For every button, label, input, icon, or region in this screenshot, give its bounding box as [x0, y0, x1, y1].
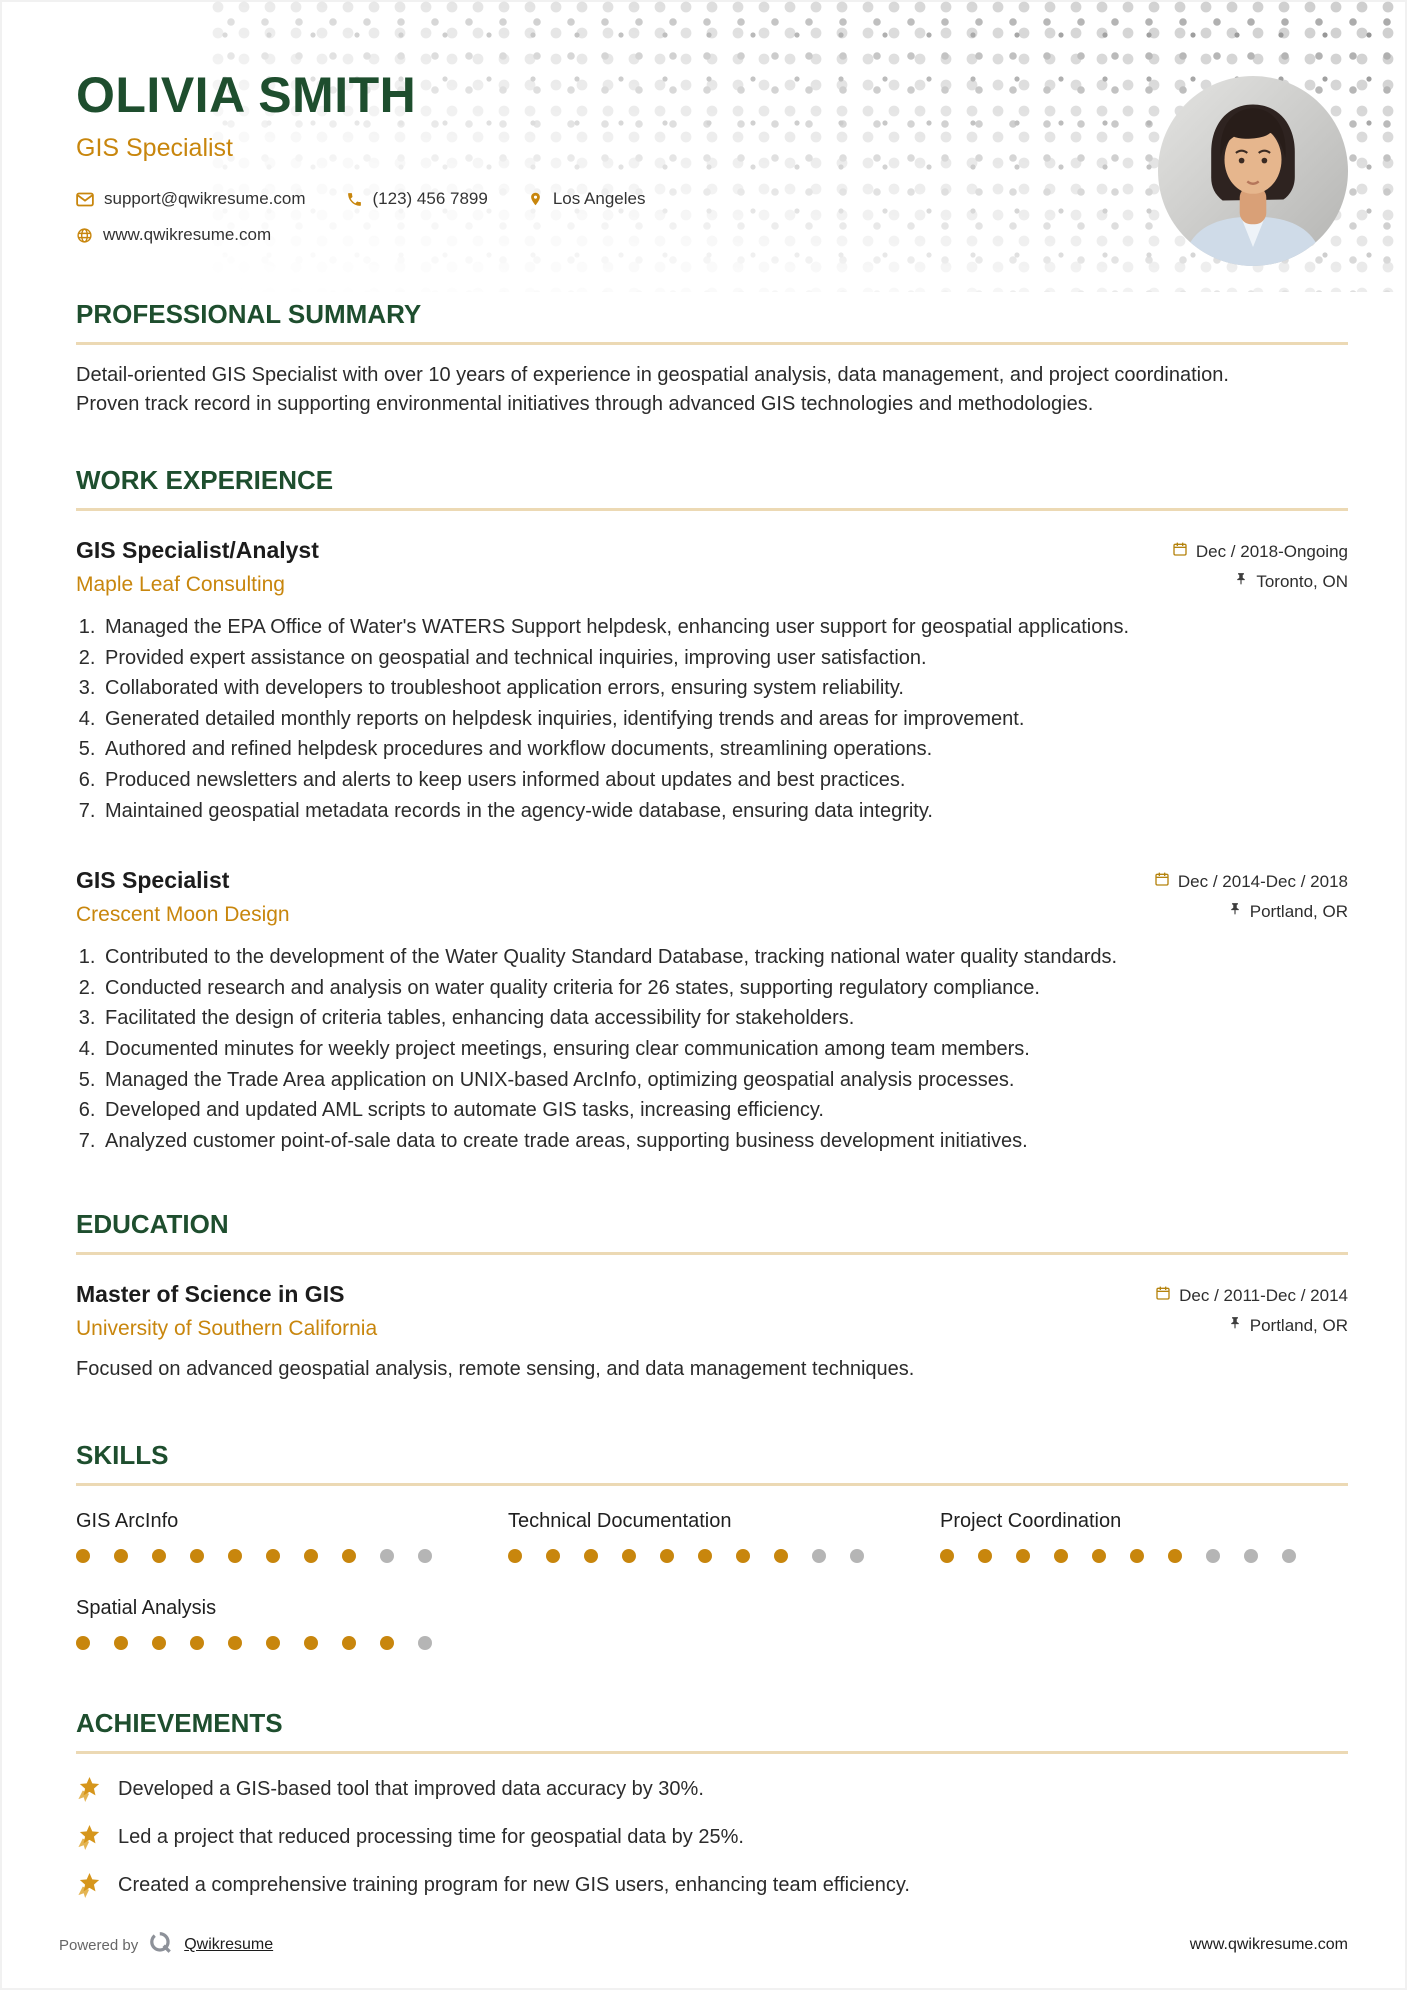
- skill-dot: [76, 1549, 90, 1563]
- education-meta: [1155, 1281, 1348, 1336]
- award-star-icon: [76, 1776, 103, 1803]
- bullet-item: 4. Generated detailed monthly reports on helpdesk inquiries, identifying trends and areas for improvement.: [101, 705, 1348, 734]
- skill-name: GIS ArcInfo: [76, 1510, 179, 1533]
- contact-email-text: support@qwikresume.com: [104, 189, 306, 208]
- education-title-block: [76, 1281, 377, 1341]
- achievement-text: Led a project that reduced processing time for geospatial data by 25%.: [118, 1826, 744, 1849]
- skill-dot: [266, 1549, 280, 1563]
- skill-dot: [774, 1549, 788, 1563]
- skill-dot: [622, 1549, 636, 1563]
- skill-dot: [1092, 1549, 1106, 1563]
- bullet-item: 7. Analyzed customer point-of-sale data to create trade areas, supporting business development initiatives.: [101, 1127, 1348, 1156]
- bullet-item: 3. Collaborated with developers to troubleshoot application errors, ensuring system reliability.: [101, 674, 1348, 703]
- skill-dot: [940, 1549, 954, 1563]
- job-location-text: Toronto, ON: [1256, 571, 1348, 591]
- skill-rating: [940, 1549, 1348, 1563]
- achievement-text: Created a comprehensive training program for new GIS users, enhancing team efficiency.: [118, 1874, 910, 1897]
- skill-dot: [1244, 1549, 1258, 1563]
- education-dates-text: Dec / 2011-Dec / 2014: [1179, 1285, 1348, 1305]
- section-achievements: [76, 1708, 1348, 1899]
- skill-dot: [812, 1549, 826, 1563]
- skill-dot: [1168, 1549, 1182, 1563]
- achievements-heading: ACHIEVEMENTS: [76, 1708, 1348, 1754]
- job-header: [76, 537, 1348, 597]
- summary-heading: PROFESSIONAL SUMMARY: [76, 299, 1348, 345]
- qwikresume-link[interactable]: Qwikresume: [184, 1936, 274, 1953]
- job-title: GIS Specialist/Analyst: [76, 537, 319, 563]
- skill-dot: [508, 1549, 522, 1563]
- education-dates: [1155, 1285, 1348, 1306]
- skill-dot: [380, 1549, 394, 1563]
- skill-dot: [736, 1549, 750, 1563]
- skill-dot: [114, 1549, 128, 1563]
- job-bullets: [76, 943, 1348, 1155]
- email-icon: [76, 192, 94, 207]
- job-location: [1234, 571, 1348, 592]
- skill-dot: [1130, 1549, 1144, 1563]
- bullet-item: 5. Managed the Trade Area application on UNIX-based ArcInfo, optimizing geospatial analysis processes.: [101, 1066, 1348, 1095]
- bullet-item: 1. Managed the EPA Office of Water's WATERS Support helpdesk, enhancing user support for geospatial applications.: [101, 613, 1348, 642]
- skill-dot: [152, 1549, 166, 1563]
- skill-rating: [508, 1549, 916, 1563]
- section-work-experience: [76, 465, 1348, 1155]
- globe-icon: [76, 227, 93, 244]
- section-skills: [76, 1440, 1348, 1650]
- education-location-text: Portland, OR: [1249, 1315, 1348, 1335]
- skill-dot: [228, 1549, 242, 1563]
- achievement-text: Developed a GIS-based tool that improved data accuracy by 30%.: [118, 1778, 704, 1801]
- person-name: OLIVIA SMITH: [76, 67, 417, 123]
- skill-dot: [304, 1636, 318, 1650]
- bullet-item: 1. Contributed to the development of the Water Quality Standard Database, tracking national water quality standards.: [101, 943, 1348, 972]
- education-heading: EDUCATION: [76, 1209, 1348, 1255]
- job-entry: [76, 867, 1348, 1155]
- education-entry: [76, 1281, 1348, 1384]
- education-header: [76, 1281, 1348, 1341]
- skill-name: Spatial Analysis: [76, 1597, 217, 1620]
- skill-item: [940, 1510, 1348, 1563]
- summary-text: Detail-oriented GIS Specialist with over 10 years of experience in geospatial analysis, data management, and project coordination. Proven track record in supporting environmental initiatives through advanced GIS technologies and methodologies.: [76, 364, 1229, 415]
- job-company: Crescent Moon Design: [76, 903, 290, 927]
- bullet-item: 5. Authored and refined helpdesk procedures and workflow documents, streamlining operations.: [101, 735, 1348, 764]
- powered-by: [59, 1930, 273, 1960]
- job-title: GIS Specialist: [76, 867, 230, 894]
- skill-dot: [978, 1549, 992, 1563]
- job-bullets: [76, 613, 1348, 825]
- skill-dot: [1054, 1549, 1068, 1563]
- skill-dot: [190, 1636, 204, 1650]
- skill-dot: [546, 1549, 560, 1563]
- skill-dot: [698, 1549, 712, 1563]
- skill-rating: [76, 1636, 484, 1650]
- footer-website-link[interactable]: www.qwikresume.com: [1189, 1936, 1348, 1953]
- skill-dot: [850, 1549, 864, 1563]
- contact-website-text: www.qwikresume.com: [103, 225, 272, 244]
- skill-dot: [584, 1549, 598, 1563]
- bullet-item: 7. Maintained geospatial metadata records in the agency-wide database, ensuring data integrity.: [101, 797, 1348, 826]
- profile-photo: [1158, 76, 1348, 266]
- skill-dot: [380, 1636, 394, 1650]
- job-title-block: [76, 537, 319, 597]
- degree: Master of Science in GIS: [76, 1281, 345, 1308]
- contact-location-text: Los Angeles: [552, 189, 646, 208]
- skill-name: Project Coordination: [940, 1510, 1122, 1533]
- job-dates-text: Dec / 2018-Ongoing: [1195, 541, 1348, 561]
- experience-heading: WORK EXPERIENCE: [76, 465, 1348, 511]
- contact-website[interactable]: [76, 225, 271, 245]
- skills-grid: [76, 1510, 1348, 1650]
- job-location-text: Portland, OR: [1249, 901, 1348, 921]
- bullet-item: 2. Provided expert assistance on geospatial and technical inquiries, improving user satisfaction.: [101, 644, 1348, 673]
- job-dates: [1154, 871, 1348, 892]
- section-education: [76, 1209, 1348, 1384]
- powered-by-text: Powered by: [59, 1936, 139, 1954]
- achievement-item: [76, 1776, 1348, 1803]
- job-meta: [1154, 867, 1348, 922]
- education-location: [1228, 1315, 1348, 1336]
- contact-phone-text: (123) 456 7899: [372, 189, 488, 208]
- contact-location: [528, 189, 646, 209]
- pushpin-icon: [1228, 1315, 1242, 1336]
- skill-dot: [1016, 1549, 1030, 1563]
- calendar-icon: [1172, 541, 1188, 562]
- job-header: [76, 867, 1348, 927]
- achievements-list: [76, 1776, 1348, 1899]
- pushpin-icon: [1228, 901, 1242, 922]
- person-title: GIS Specialist: [76, 134, 234, 162]
- contact-phone[interactable]: [346, 189, 488, 209]
- skill-dot: [76, 1636, 90, 1650]
- skill-dot: [114, 1636, 128, 1650]
- skill-item: [76, 1597, 484, 1650]
- skill-rating: [76, 1549, 484, 1563]
- skill-dot: [190, 1549, 204, 1563]
- calendar-icon: [1155, 1285, 1171, 1306]
- job-dates: [1172, 541, 1348, 562]
- pushpin-icon: [1234, 571, 1248, 592]
- skill-dot: [266, 1636, 280, 1650]
- school: University of Southern California: [76, 1317, 378, 1341]
- header: [76, 66, 1348, 245]
- job-location: [1228, 901, 1348, 922]
- skill-dot: [1282, 1549, 1296, 1563]
- contact-row-secondary: [76, 225, 1348, 245]
- skill-item: [508, 1510, 916, 1563]
- contact-email[interactable]: [76, 189, 306, 209]
- job-dates-text: Dec / 2014-Dec / 2018: [1177, 871, 1348, 891]
- award-star-icon: [76, 1872, 103, 1899]
- skill-dot: [660, 1549, 674, 1563]
- job-entry: [76, 537, 1348, 825]
- achievement-item: [76, 1824, 1348, 1851]
- bullet-item: 6. Produced newsletters and alerts to keep users informed about updates and best practices.: [101, 766, 1348, 795]
- skill-dot: [228, 1636, 242, 1650]
- calendar-icon: [1154, 871, 1170, 892]
- page-footer: [59, 1930, 1348, 1960]
- phone-icon: [346, 191, 363, 208]
- skill-dot: [342, 1636, 356, 1650]
- bullet-item: 6. Developed and updated AML scripts to automate GIS tasks, increasing efficiency.: [101, 1096, 1348, 1125]
- skill-dot: [418, 1636, 432, 1650]
- award-star-icon: [76, 1824, 103, 1851]
- bullet-item: 3. Facilitated the design of criteria tables, enhancing data accessibility for stakeholders.: [101, 1004, 1348, 1033]
- skill-dot: [1206, 1549, 1220, 1563]
- skill-name: Technical Documentation: [508, 1510, 732, 1533]
- bullet-item: 2. Conducted research and analysis on water quality criteria for 26 states, supporting regulatory compliance.: [101, 974, 1348, 1003]
- location-pin-icon: [528, 190, 543, 208]
- section-professional-summary: [76, 299, 1348, 419]
- contact-row-primary: [76, 189, 1348, 209]
- skills-heading: SKILLS: [76, 1440, 1348, 1486]
- job-company: Maple Leaf Consulting: [76, 573, 285, 596]
- achievement-item: [76, 1872, 1348, 1899]
- skill-dot: [304, 1549, 318, 1563]
- skill-dot: [152, 1636, 166, 1650]
- job-meta: [1172, 537, 1348, 592]
- skill-item: [76, 1510, 484, 1563]
- bullet-item: 4. Documented minutes for weekly project meetings, ensuring clear communication among team members.: [101, 1035, 1348, 1064]
- skill-dot: [342, 1549, 356, 1563]
- job-title-block: [76, 867, 290, 927]
- education-description: Focused on advanced geospatial analysis, remote sensing, and data management techniques.: [76, 1358, 915, 1381]
- skill-dot: [418, 1549, 432, 1563]
- qwikresume-logo-icon: [148, 1930, 174, 1960]
